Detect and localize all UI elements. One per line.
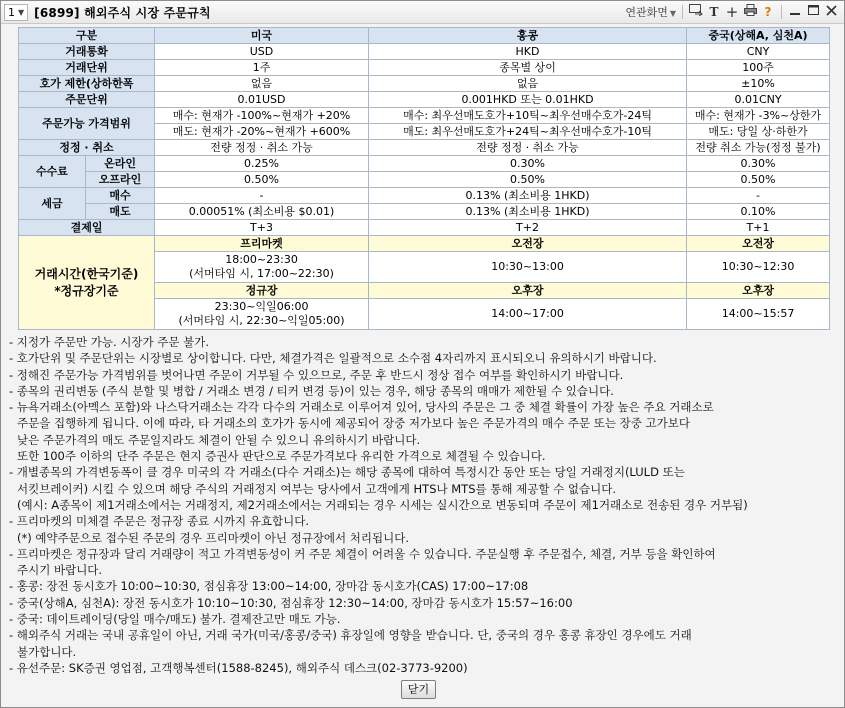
rules-table-container (18, 27, 829, 330)
row-label: 결제일 (19, 220, 155, 236)
note-line: 또한 100주 이하의 단주 주문은 현지 증권사 판단으로 주문가격보다 유리한 가격으로 체결될 수 있습니다. (17, 449, 546, 464)
cell-us: 전량 정정 · 취소 가능 (155, 140, 369, 156)
note-line: 낮은 주문가격의 매도 주문일지라도 체결이 안될 수 있으니 유의하시기 바랍니다. (17, 432, 421, 447)
cell-cn: 매도: 당일 상·하한가 (687, 124, 830, 140)
cell-hk: 0.50% (369, 172, 687, 188)
row-label: 수수료 (19, 156, 86, 188)
row-label: 호가 제한(상하한폭 (19, 76, 155, 92)
table-row (19, 188, 830, 204)
row-label: 주문가능 가격범위 (19, 108, 155, 140)
header-hk: 홍콩 (369, 28, 687, 44)
cell-hk: 매수: 최우선매도호가+10틱~최우선매수호가-24틱 (369, 108, 687, 124)
cell-us: 없음 (155, 76, 369, 92)
row-label: 정정 · 취소 (19, 140, 155, 156)
cell-cn: 0.30% (687, 156, 830, 172)
header-us: 미국 (155, 28, 369, 44)
note-line: - 호가단위 및 주문단위는 시장별로 상이합니다. 다만, 체결가격은 일괄적으로 소수점 4자리까지 표시되오니 유의하시기 바랍니다. (9, 351, 657, 366)
trading-hours-label (19, 236, 155, 330)
cell-cn: CNY (687, 44, 830, 60)
cn-morning-label: 오전장 (687, 236, 830, 252)
cell-cn: T+1 (687, 220, 830, 236)
chevron-down-icon: ▼ (18, 7, 25, 17)
us-premarket-hours (155, 252, 369, 283)
note-line: - 뉴욕거래소(아멕스 포함)와 나스닥거래소는 각각 다수의 거래소로 이루어져 있어, 당사의 주문은 그 중 체결 확률이 가장 높은 주요 거래소로 (9, 400, 714, 415)
sub-label: 매수 (86, 188, 155, 204)
divider (682, 5, 683, 19)
cell-us: 0.00051% (최소비용 $0.01) (155, 204, 369, 220)
table-row (19, 172, 830, 188)
table-row (19, 156, 830, 172)
note-line: - 유선주문: SK증권 영업점, 고객행복센터(1588-8245), 해외주식 데스크(02-3773-9200) (9, 660, 468, 675)
note-line: 주문을 집행하게 됩니다. 이에 따라, 타 거래소의 호가가 동시에 제공되어 장중 저가보다 높은 주문가격의 매수 주문 또는 장중 고가보다 (17, 416, 690, 431)
cn-afternoon-hours: 14:00~15:57 (687, 299, 830, 330)
table-row (19, 140, 830, 156)
table-row (19, 60, 830, 76)
add-icon[interactable]: + (725, 3, 739, 21)
note-line: (*) 예약주문으로 접수된 주문의 경우 프리마켓이 아닌 정규장에서 처리됩니다. (17, 530, 409, 545)
cell-cn: 전량 취소 가능(정정 불가) (687, 140, 830, 156)
us-premarket-time: 18:00~23:30 (225, 253, 298, 266)
close-button[interactable]: 닫기 (401, 680, 436, 699)
us-regular-time: 23:30~익일06:00 (214, 300, 309, 313)
cell-cn: ±10% (687, 76, 830, 92)
cell-us: USD (155, 44, 369, 60)
trading-hours-title: 거래시간(한국기준) (34, 266, 139, 281)
cn-morning-hours: 10:30~12:30 (687, 252, 830, 283)
row-label: 거래통화 (19, 44, 155, 60)
cell-hk: 0.13% (최소비용 1HKD) (369, 188, 687, 204)
trading-hours-note: *정규장기준 (54, 283, 119, 298)
cell-cn: 0.01CNY (687, 92, 830, 108)
sub-label: 매도 (86, 204, 155, 220)
notes-section (9, 334, 839, 676)
cell-hk: 전량 정정 · 취소 가능 (369, 140, 687, 156)
title-bar (1, 1, 844, 24)
link-screen-icon[interactable] (687, 3, 705, 21)
cell-cn: - (687, 188, 830, 204)
hk-morning-label: 오전장 (369, 236, 687, 252)
table-row (19, 236, 830, 252)
us-regular-dst: (서머타임 시, 22:30~익일05:00) (178, 314, 345, 327)
table-row (19, 76, 830, 92)
note-line: 주시기 바랍니다. (17, 563, 103, 578)
note-line: - 해외주식 거래는 국내 공휴일이 아닌, 거래 국가(미국/홍콩/중국) 휴장일에 영향을 받습니다. 단, 중국의 경우 홍콩 휴장인 경우에도 거래 (9, 628, 692, 643)
note-line: - 프리마켓은 정규장과 달리 거래량이 적고 가격변동성이 커 주문 체결이 어려울 수 있습니다. 주문실행 후 주문접수, 체결, 거부 등을 확인하여 (9, 546, 716, 561)
sub-label: 오프라인 (86, 172, 155, 188)
header-cn: 중국(상해A, 심천A) (687, 28, 830, 44)
cell-hk: 매도: 최우선매도호가+24틱~최우선매수호가-10틱 (369, 124, 687, 140)
row-label: 세금 (19, 188, 86, 220)
cell-us: 매수: 현재가 -100%~현재가 +20% (155, 108, 369, 124)
table-row (19, 204, 830, 220)
cell-us: 0.01USD (155, 92, 369, 108)
cell-cn: 0.50% (687, 172, 830, 188)
hk-afternoon-label: 오후장 (369, 283, 687, 299)
cell-hk: 종목별 상이 (369, 60, 687, 76)
print-icon[interactable] (741, 3, 759, 21)
minimize-icon[interactable] (786, 3, 804, 21)
note-line: 불가합니다. (17, 644, 77, 659)
cell-cn: 0.10% (687, 204, 830, 220)
help-icon[interactable]: ? (764, 5, 772, 19)
note-line: - 지정가 주문만 가능. 시장가 주문 불가. (9, 335, 210, 349)
cell-us: 0.25% (155, 156, 369, 172)
close-icon[interactable] (822, 3, 840, 21)
cell-hk: HKD (369, 44, 687, 60)
cell-us: 매도: 현재가 -20%~현재가 +600% (155, 124, 369, 140)
cn-afternoon-label: 오후장 (687, 283, 830, 299)
cell-hk: T+2 (369, 220, 687, 236)
rules-table (18, 27, 830, 330)
divider (781, 5, 782, 19)
table-row (19, 220, 830, 236)
cell-cn: 100주 (687, 60, 830, 76)
related-screen-menu[interactable] (625, 4, 676, 20)
hk-morning-hours: 10:30~13:00 (369, 252, 687, 283)
cell-hk: 없음 (369, 76, 687, 92)
row-label: 주문단위 (19, 92, 155, 108)
table-row (19, 108, 830, 124)
note-line: 서킷브레이커) 시킬 수 있으며 해당 주식의 거래정지 여부는 당사에서 고객에게 HTS나 MTS를 통해 제공할 수 없습니다. (17, 481, 616, 496)
note-line: (예시: A종목이 제1거래소에서는 거래정지, 제2거래소에서는 거래되는 경우 시세는 실시간으로 변동되며 주문이 제1거래소로 전송된 경우 거부됨) (17, 497, 748, 512)
header-category: 구분 (19, 28, 155, 44)
cell-us: - (155, 188, 369, 204)
us-premarket-dst: (서머타임 시, 17:00~22:30) (189, 267, 334, 280)
cell-hk: 0.30% (369, 156, 687, 172)
cell-cn: 매수: 현재가 -3%~상한가 (687, 108, 830, 124)
cell-us: 0.50% (155, 172, 369, 188)
note-line: - 중국: 데이트레이딩(당일 매수/매도) 불가. 결제잔고만 매도 가능. (9, 612, 341, 627)
us-premarket-label: 프리마켓 (155, 236, 369, 252)
cell-us: 1주 (155, 60, 369, 76)
note-line: - 홍콩: 장전 동시호가 10:00~10:30, 점심휴장 13:00~14:00, 장마감 동시호가(CAS) 17:00~17:08 (9, 579, 529, 594)
screen-number: 1 (8, 5, 15, 19)
related-screen-label: 연관화면 (625, 6, 668, 19)
maximize-icon[interactable] (804, 3, 822, 21)
window-title: [6899] 해외주식 시장 주문규칙 (34, 5, 211, 20)
cell-hk: 0.001HKD 또는 0.01HKD (369, 92, 687, 108)
note-line: - 종목의 권리변동 (주식 분할 및 병합 / 거래소 변경 / 티커 변경 등)이 있는 경우, 해당 종목의 매매가 제한될 수 있습니다. (9, 383, 614, 398)
note-line: - 정해진 주문가능 가격범위를 벗어나면 주문이 거부될 수 있으므로, 주문 후 반드시 정상 접수 여부를 확인하시기 바랍니다. (9, 367, 624, 382)
table-row (19, 44, 830, 60)
cell-hk: 0.13% (최소비용 1HKD) (369, 204, 687, 220)
row-label: 거래단위 (19, 60, 155, 76)
table-row (19, 28, 830, 44)
chevron-down-icon: ▼ (669, 9, 676, 18)
font-size-icon[interactable]: T (709, 5, 719, 19)
table-row (19, 92, 830, 108)
screen-number-select[interactable] (4, 4, 28, 21)
note-line: - 개별종목의 가격변동폭이 클 경우 미국의 각 거래소(다수 거래소)는 해당 종목에 대하여 특정시간 동안 또는 당일 거래정지(LULD 또는 (9, 465, 685, 480)
sub-label: 온라인 (86, 156, 155, 172)
note-line: - 중국(상해A, 심천A): 장전 동시호가 10:10~10:30, 점심휴장 12:30~14:00, 장마감 동시호가 15:57~16:00 (9, 595, 573, 610)
title-toolbar (625, 3, 840, 21)
us-regular-hours (155, 299, 369, 330)
note-line: - 프리마켓의 미체결 주문은 정규장 종료 시까지 유효합니다. (9, 514, 310, 529)
hk-afternoon-hours: 14:00~17:00 (369, 299, 687, 330)
cell-us: T+3 (155, 220, 369, 236)
us-regular-label: 정규장 (155, 283, 369, 299)
